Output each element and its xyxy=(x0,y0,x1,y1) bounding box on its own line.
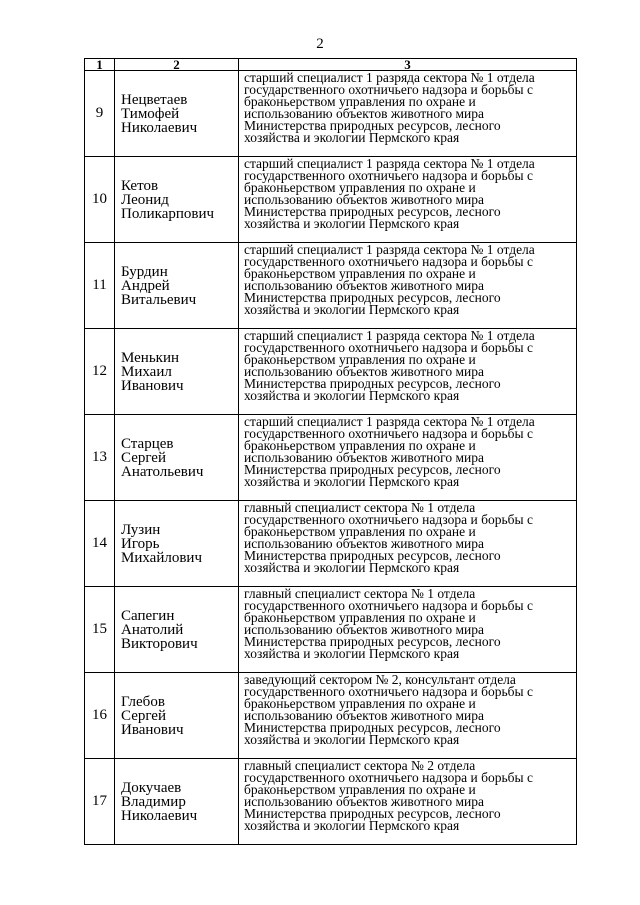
position-line: Министерства природных ресурсов, лесного xyxy=(244,290,501,305)
position-line: Министерства природных ресурсов, лесного xyxy=(244,806,501,821)
position-line: старший специалист 1 разряда сектора № 1 отдела xyxy=(244,328,535,343)
row-number: 17 xyxy=(85,759,115,845)
position-line: использованию объектов животного мира xyxy=(244,622,484,637)
person-name-line: Сергей xyxy=(121,449,166,466)
person-name-line: Старцев xyxy=(121,435,174,452)
position-cell xyxy=(239,71,577,157)
staff-table xyxy=(84,58,577,845)
position-line: использованию объектов животного мира xyxy=(244,364,484,379)
position-line: Министерства природных ресурсов, лесного xyxy=(244,548,501,563)
table-row xyxy=(85,71,577,157)
position-line: хозяйства и экологии Пермского края xyxy=(244,474,460,489)
position-line: хозяйства и экологии Пермского края xyxy=(244,732,460,747)
person-name-line: Сергей xyxy=(121,707,166,724)
person-name-line: Лузин xyxy=(121,521,161,538)
person-name-cell xyxy=(115,673,239,759)
position-line: использованию объектов животного мира xyxy=(244,278,484,293)
position-cell xyxy=(239,415,577,501)
position-cell xyxy=(239,501,577,587)
person-name-cell xyxy=(115,243,239,329)
position-line: хозяйства и экологии Пермского края xyxy=(244,646,460,661)
person-name-line: Леонид xyxy=(121,191,169,208)
person-name-line: Сапегин xyxy=(121,607,175,624)
position-line: использованию объектов животного мира xyxy=(244,450,484,465)
person-name-line: Поликарпович xyxy=(121,205,215,222)
position-line: старший специалист 1 разряда сектора № 1 отдела xyxy=(244,70,535,85)
person-name-line: Викторович xyxy=(121,635,198,652)
person-name-line: Анатолий xyxy=(121,621,184,638)
position-line: государственного охотничьего надзора и борьбы с xyxy=(244,82,533,97)
position-line: старший специалист 1 разряда сектора № 1 отдела xyxy=(244,156,535,171)
page-number: 2 xyxy=(316,36,324,52)
person-name-line: Бурдин xyxy=(121,263,168,280)
position-line: хозяйства и экологии Пермского края xyxy=(244,388,460,403)
position-line: хозяйства и экологии Пермского края xyxy=(244,302,460,317)
table-row xyxy=(85,673,577,759)
table-row xyxy=(85,759,577,845)
position-line: государственного охотничьего надзора и борьбы с xyxy=(244,684,533,699)
person-name-line: Андрей xyxy=(121,277,170,294)
person-name-line: Михаил xyxy=(121,363,172,380)
person-name-line: Кетов xyxy=(121,177,159,194)
position-line: использованию объектов животного мира xyxy=(244,794,484,809)
person-name-line: Нецветаев xyxy=(121,91,188,108)
person-name-cell xyxy=(115,329,239,415)
person-name-line: Глебов xyxy=(121,693,165,710)
person-name-cell xyxy=(115,415,239,501)
position-line: использованию объектов животного мира xyxy=(244,536,484,551)
person-name-line: Николаевич xyxy=(121,119,198,136)
table-row xyxy=(85,415,577,501)
table-row xyxy=(85,243,577,329)
position-line: главный специалист сектора № 1 отдела xyxy=(244,586,476,601)
row-number: 10 xyxy=(85,157,115,243)
position-line: браконьерством управления по охране и xyxy=(244,180,476,195)
position-line: Министерства природных ресурсов, лесного xyxy=(244,376,501,391)
position-line: Министерства природных ресурсов, лесного xyxy=(244,118,501,133)
person-name-line: Николаевич xyxy=(121,807,198,824)
position-line: браконьерством управления по охране и xyxy=(244,610,476,625)
person-name-line: Тимофей xyxy=(121,105,180,122)
row-number: 15 xyxy=(85,587,115,673)
person-name-line: Докучаев xyxy=(121,779,182,796)
person-name-cell xyxy=(115,759,239,845)
row-number: 13 xyxy=(85,415,115,501)
position-line: государственного охотничьего надзора и борьбы с xyxy=(244,770,533,785)
row-number: 9 xyxy=(85,71,115,157)
table-row xyxy=(85,157,577,243)
position-line: хозяйства и экологии Пермского края xyxy=(244,216,460,231)
column-header-number: 1 xyxy=(85,59,115,71)
position-line: главный специалист сектора № 2 отдела xyxy=(244,758,476,773)
person-name-line: Анатольевич xyxy=(121,463,204,480)
position-cell xyxy=(239,157,577,243)
person-name-line: Владимир xyxy=(121,793,186,810)
position-cell xyxy=(239,759,577,845)
row-number: 16 xyxy=(85,673,115,759)
position-line: браконьерством управления по охране и xyxy=(244,524,476,539)
person-name-line: Иванович xyxy=(121,377,184,394)
person-name-line: Витальевич xyxy=(121,291,197,308)
position-line: заведующий сектором № 2, консультант отдела xyxy=(244,672,516,687)
position-line: браконьерством управления по охране и xyxy=(244,696,476,711)
position-line: старший специалист 1 разряда сектора № 1 отдела xyxy=(244,242,535,257)
position-line: государственного охотничьего надзора и борьбы с xyxy=(244,598,533,613)
person-name-line: Иванович xyxy=(121,721,184,738)
position-line: Министерства природных ресурсов, лесного xyxy=(244,204,501,219)
position-cell xyxy=(239,673,577,759)
table-row xyxy=(85,329,577,415)
position-line: использованию объектов животного мира xyxy=(244,192,484,207)
table-row xyxy=(85,501,577,587)
row-number: 14 xyxy=(85,501,115,587)
person-name-line: Игорь xyxy=(121,535,160,552)
position-line: главный специалист сектора № 1 отдела xyxy=(244,500,476,515)
position-line: государственного охотничьего надзора и борьбы с xyxy=(244,340,533,355)
position-line: браконьерством управления по охране и xyxy=(244,352,476,367)
position-line: Министерства природных ресурсов, лесного xyxy=(244,634,501,649)
position-line: хозяйства и экологии Пермского края xyxy=(244,130,460,145)
row-number: 11 xyxy=(85,243,115,329)
position-line: браконьерством управления по охране и xyxy=(244,782,476,797)
person-name-cell xyxy=(115,157,239,243)
person-name-cell xyxy=(115,71,239,157)
person-name-cell xyxy=(115,501,239,587)
table-header-row xyxy=(85,59,577,71)
row-number: 12 xyxy=(85,329,115,415)
position-line: Министерства природных ресурсов, лесного xyxy=(244,462,501,477)
position-line: государственного охотничьего надзора и борьбы с xyxy=(244,512,533,527)
position-line: старший специалист 1 разряда сектора № 1 отдела xyxy=(244,414,535,429)
person-name-line: Менькин xyxy=(121,349,180,366)
position-line: государственного охотничьего надзора и борьбы с xyxy=(244,426,533,441)
position-line: государственного охотничьего надзора и борьбы с xyxy=(244,254,533,269)
position-cell xyxy=(239,587,577,673)
position-line: использованию объектов животного мира xyxy=(244,708,484,723)
position-line: браконьерством управления по охране и xyxy=(244,438,476,453)
position-line: Министерства природных ресурсов, лесного xyxy=(244,720,501,735)
person-name-line: Михайлович xyxy=(121,549,202,566)
position-line: государственного охотничьего надзора и борьбы с xyxy=(244,168,533,183)
position-line: хозяйства и экологии Пермского края xyxy=(244,560,460,575)
column-header-name: 2 xyxy=(115,59,239,71)
position-cell xyxy=(239,329,577,415)
position-line: использованию объектов животного мира xyxy=(244,106,484,121)
column-header-position: 3 xyxy=(239,59,577,71)
position-line: хозяйства и экологии Пермского края xyxy=(244,818,460,833)
table-row xyxy=(85,587,577,673)
position-line: браконьерством управления по охране и xyxy=(244,94,476,109)
position-line: браконьерством управления по охране и xyxy=(244,266,476,281)
person-name-cell xyxy=(115,587,239,673)
position-cell xyxy=(239,243,577,329)
